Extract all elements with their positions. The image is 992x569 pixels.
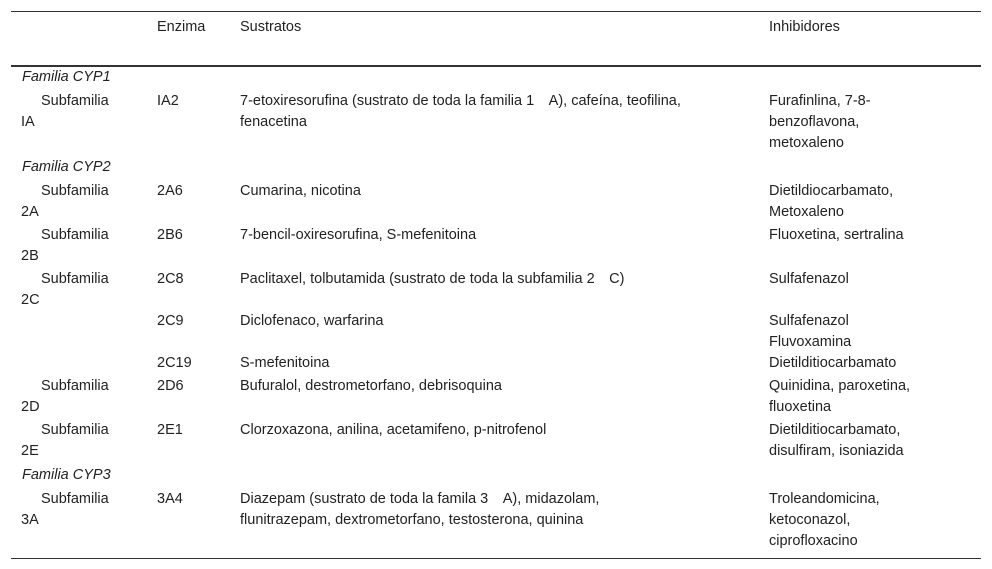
inhibitors-cell: Dietildiocarbamato, Metoxaleno xyxy=(769,183,894,220)
substrates-line: fenacetina xyxy=(240,114,307,130)
substrates-line: flunitrazepam, dextrometorfano, testosterona, quinina xyxy=(240,512,584,528)
enzyme-cell: IA2 xyxy=(157,93,179,109)
family-label-cyp3: Familia CYP3 xyxy=(22,467,111,483)
subfamily-label: Subfamilia xyxy=(41,227,109,243)
table-header xyxy=(11,12,981,67)
enzyme-cell: 2C8 xyxy=(157,271,184,287)
subfamily-cell xyxy=(21,420,149,462)
subfamily-code: 2D xyxy=(21,399,40,415)
substrates-cell: S-mefenitoina xyxy=(240,355,330,371)
enzyme-cell: 3A4 xyxy=(157,491,183,507)
header-col-inhibitors: Inhibidores xyxy=(769,19,840,35)
substrates-cell: Paclitaxel, tolbutamida (sustrato de toda la subfamilia 2 C) xyxy=(240,271,625,287)
subfamily-label: Subfamilia xyxy=(41,183,109,199)
inhibitors-cell: Dietilditiocarbamato xyxy=(769,355,897,371)
substrates-cell: Diclofenaco, warfarina xyxy=(240,313,384,329)
inhibitors-line: Fluvoxamina xyxy=(769,334,852,350)
subfamily-code: 2E xyxy=(21,443,39,459)
enzyme-cell: 2C19 xyxy=(157,355,192,371)
subfamily-label: Subfamilia xyxy=(41,491,109,507)
subfamily-label: Subfamilia xyxy=(41,422,109,438)
substrates-cell xyxy=(240,91,681,133)
inhibitors-cell: Furafinlina, 7-8-benzoflavona, metoxaleno xyxy=(769,93,871,151)
subfamily-cell xyxy=(21,376,149,418)
subfamily-code: 2A xyxy=(21,204,39,220)
subfamily-code: IA xyxy=(21,114,35,130)
substrates-line: Diazepam (sustrato de toda la famila 3 A), midazolam, xyxy=(240,491,600,507)
inhibitors-cell xyxy=(769,311,919,353)
substrates-cell xyxy=(240,489,599,531)
substrates-cell: Bufuralol, destrometorfano, debrisoquina xyxy=(240,378,502,394)
substrates-cell: Cumarina, nicotina xyxy=(240,183,361,199)
substrates-cell: 7-bencil-oxiresorufina, S-mefenitoina xyxy=(240,227,477,243)
header-col-enzyme: Enzima xyxy=(157,19,206,35)
subfamily-code: 3A xyxy=(21,512,39,528)
family-label-cyp2: Familia CYP2 xyxy=(22,159,111,175)
subfamily-label: Subfamilia xyxy=(41,93,109,109)
inhibitors-cell: Quinidina, paroxetina, fluoxetina xyxy=(769,378,911,415)
subfamily-code: 2C xyxy=(21,292,40,308)
inhibitors-cell: Troleandomicina, ketoconazol, ciprofloxacino xyxy=(769,491,880,549)
subfamily-code: 2B xyxy=(21,248,39,264)
subfamily-label: Subfamilia xyxy=(41,378,109,394)
inhibitors-cell: Fluoxetina, sertralina xyxy=(769,227,904,243)
subfamily-cell xyxy=(21,181,149,223)
enzyme-cell: 2A6 xyxy=(157,183,183,199)
family-label-cyp1: Familia CYP1 xyxy=(22,69,111,85)
enzyme-cell: 2B6 xyxy=(157,227,183,243)
cyp-table xyxy=(11,11,981,559)
subfamily-cell xyxy=(21,489,149,531)
enzyme-cell: 2C9 xyxy=(157,313,184,329)
subfamily-label: Subfamilia xyxy=(41,271,109,287)
subfamily-cell xyxy=(21,225,149,267)
subfamily-cell xyxy=(21,269,149,311)
substrates-line: 7-etoxiresorufina (sustrato de toda la familia 1 A), cafeína, teofilina, xyxy=(240,93,681,109)
inhibitors-cell: Sulfafenazol xyxy=(769,271,849,287)
inhibitors-cell: Dietilditiocarbamato, disulfiram, isoniazida xyxy=(769,422,904,459)
subfamily-cell xyxy=(21,91,149,133)
enzyme-cell: 2E1 xyxy=(157,422,183,438)
substrates-cell: Clorzoxazona, anilina, acetamifeno, p-nitrofenol xyxy=(240,422,547,438)
inhibitors-line: Sulfafenazol xyxy=(769,313,849,329)
header-col-substrates: Sustratos xyxy=(240,19,302,35)
enzyme-cell: 2D6 xyxy=(157,378,184,394)
